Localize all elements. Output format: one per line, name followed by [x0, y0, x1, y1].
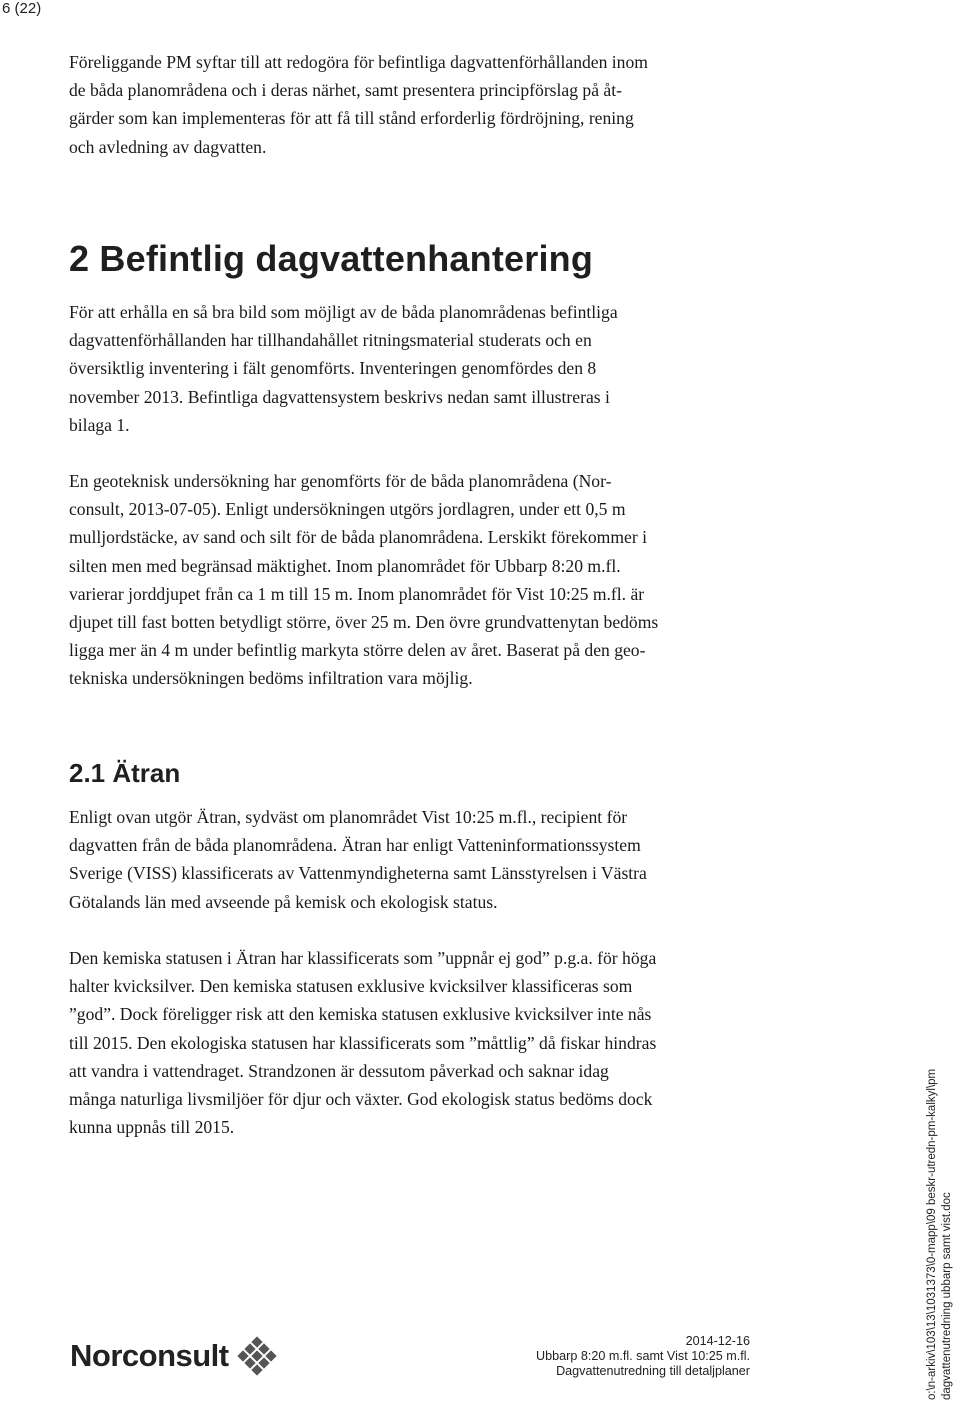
text-line: halter kvicksilver. Den kemiska statusen exklusive kvicksilver klassificeras som: [69, 976, 633, 997]
text-line: ligga mer än 4 m under befintlig markyta större delen av året. Baserat på den geo-: [69, 640, 646, 661]
text-line: till 2015. Den ekologiska statusen har klassificerats som ”måttlig” då fiskar hindras: [69, 1032, 657, 1053]
text-line: tekniska undersökningen bedöms infiltration vara möjlig.: [69, 668, 473, 689]
text-line: consult, 2013-07-05). Enligt undersökningen utgörs jordlagren, under ett 0,5 m: [69, 499, 626, 520]
footer-meta: [530, 1334, 750, 1379]
section-heading: 2 Befintlig dagvattenhantering: [69, 238, 594, 279]
text-line: dagvatten från de båda planområdena. Ätran har enligt Vatteninformationssystem: [69, 835, 641, 856]
text-line: För att erhålla en så bra bild som möjligt av de båda planområdenas befintliga: [69, 302, 618, 322]
text-line: många naturliga livsmiljöer för djur och växter. God ekologisk status bedöms dock: [69, 1089, 653, 1110]
text-line: Sverige (VISS) klassificerats av Vattenmyndigheterna samt Länsstyrelsen i Västra: [69, 863, 647, 884]
company-logo: [70, 1334, 290, 1378]
text-line: Den kemiska statusen i Ätran har klassificerats som ”uppnår ej god” p.g.a. för höga: [69, 948, 657, 968]
page-number: 6 (22): [2, 0, 42, 17]
file-name: dagvattenutredning ubbarp samt vist.doc: [941, 1192, 953, 1400]
text-line: ”god”. Dock föreligger risk att den kemiska statusen exklusive kvicksilver inte nås: [69, 1004, 652, 1025]
text-line: och avledning av dagvatten.: [69, 136, 267, 157]
footer-doc-title: Dagvattenutredning till detaljplaner: [556, 1364, 750, 1378]
subsection-paragraph: [69, 944, 769, 1141]
text-line: mulljordstäcke, av sand och silt för de båda planområdena. Lerskikt förekommer i: [69, 527, 647, 548]
footer-date: 2014-12-16: [685, 1334, 750, 1348]
subsection-paragraph: [69, 803, 769, 916]
text-line: djupet till fast botten betydligt större, över 25 m. Den övre grundvattenytan bedöms: [69, 612, 659, 633]
text-line: bilaga 1.: [69, 414, 130, 435]
logo-wordmark: Norconsult: [70, 1338, 229, 1373]
norconsult-diamond-icon: [237, 1336, 277, 1376]
file-path: o:\n-arkiv\103\13\1031373\0-mapp\09 beskr-utredn-pm-kalkyl\pm: [926, 1068, 938, 1400]
text-line: dagvattenförhållanden har tillhandahållet ritningsmaterial studerats och en: [69, 330, 592, 351]
text-line: november 2013. Befintliga dagvattensystem beskrivs nedan samt illustreras i: [69, 386, 610, 407]
text-line: Enligt ovan utgör Ätran, sydväst om planområdet Vist 10:25 m.fl., recipient för: [69, 807, 628, 827]
section-paragraph: [69, 298, 769, 439]
text-line: En geoteknisk undersökning har genomförts för de båda planområdena (Nor-: [69, 471, 612, 491]
text-line: gärder som kan implementeras för att få till stånd erforderlig fördröjning, rening: [69, 108, 634, 129]
subsection-heading: 2.1 Ätran: [69, 758, 181, 788]
file-path-sidebar: [925, 1040, 960, 1400]
text-line: de båda planområdena och i deras närhet, samt presentera principförslag på åt-: [69, 80, 622, 101]
text-line: varierar jorddjupet från ca 1 m till 15 m. Inom planområdet för Vist 10:25 m.fl. är: [69, 583, 645, 604]
text-line: Föreliggande PM syftar till att redogöra för befintliga dagvattenförhållanden inom: [69, 52, 648, 72]
text-line: silten men med begränsad mäktighet. Inom planområdet för Ubbarp 8:20 m.fl.: [69, 555, 621, 576]
text-line: översiktlig inventering i fält genomförts. Inventeringen genomfördes den 8: [69, 358, 597, 379]
text-line: kunna uppnås till 2015.: [69, 1117, 235, 1138]
text-line: Götalands län med avseende på kemisk och ekologisk status.: [69, 891, 498, 912]
footer-project: Ubbarp 8:20 m.fl. samt Vist 10:25 m.fl.: [536, 1349, 750, 1363]
section-paragraph: [69, 467, 769, 693]
text-line: att vandra i vattendraget. Strandzonen är dessutom påverkad och saknar idag: [69, 1060, 609, 1081]
intro-paragraph: [69, 48, 769, 161]
